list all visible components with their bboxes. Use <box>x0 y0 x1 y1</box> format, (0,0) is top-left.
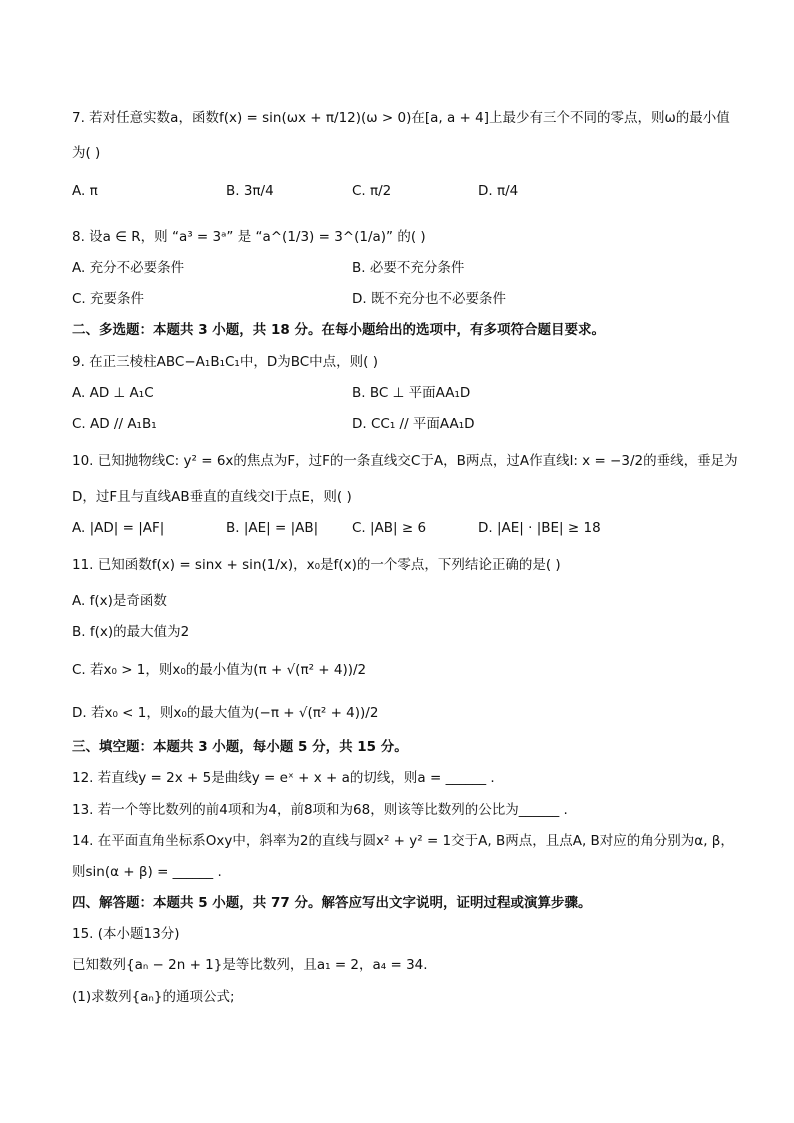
question-10-option-c: C. |AB| ≥ 6 <box>352 520 427 536</box>
question-10-option-d: D. |AE| · |BE| ≥ 18 <box>478 520 601 536</box>
question-8-option-a: A. 充分不必要条件 <box>72 260 185 276</box>
question-9-option-b: B. BC ⊥ 平面AA₁D <box>352 385 471 401</box>
question-7-option-a: A. π <box>72 183 98 199</box>
question-11-option-d: D. 若x₀ < 1，则x₀的最大值为(−π + √(π² + 4))/2 <box>72 705 379 721</box>
question-11-option-c: C. 若x₀ > 1，则x₀的最小值为(π + √(π² + 4))/2 <box>72 662 367 678</box>
question-11-option-a: A. f(x)是奇函数 <box>72 593 167 609</box>
question-15-header: 15. (本小题13分) <box>72 926 180 942</box>
question-13-text: 13. 若一个等比数列的前4项和为4，前8项和为68，则该等比数列的公比为______ . <box>72 802 568 818</box>
question-8-option-c: C. 充要条件 <box>72 291 145 307</box>
question-7-option-c: C. π/2 <box>352 183 392 199</box>
question-9-option-a: A. AD ⊥ A₁C <box>72 385 154 401</box>
question-7-text-continued: 为( ) <box>72 145 101 161</box>
question-7-text: 7. 若对任意实数a，函数f(x) = sin(ωx + π/12)(ω > 0)在[a, a + 4]上最少有三个不同的零点，则ω的最小值 <box>72 110 730 126</box>
section-2-heading: 二、多选题：本题共 3 小题，共 18 分。在每小题给出的选项中，有多项符合题目要求。 <box>72 322 605 338</box>
question-15-part-1: (1)求数列{aₙ}的通项公式; <box>72 989 235 1005</box>
question-7-option-b: B. 3π/4 <box>226 183 274 199</box>
question-8-option-b: B. 必要不充分条件 <box>352 260 465 276</box>
question-10-text: 10. 已知抛物线C: y² = 6x的焦点为F，过F的一条直线交C于A，B两点，过A作直线l: x = −3/2的垂线，垂足为 <box>72 453 738 469</box>
section-4-heading: 四、解答题：本题共 5 小题，共 77 分。解答应写出文字说明，证明过程或演算步骤。 <box>72 895 592 911</box>
question-10-text-continued: D，过F且与直线AB垂直的直线交l于点E，则( ) <box>72 489 352 505</box>
question-14-text: 14. 在平面直角坐标系Oxy中，斜率为2的直线与圆x² + y² = 1交于A, B两点，且点A, B对应的角分别为α, β， <box>72 833 734 849</box>
question-8-text: 8. 设a ∈ R，则 “a³ = 3ᵃ” 是 “a^(1/3) = 3^(1/a)” 的( ) <box>72 229 426 245</box>
question-11-option-b: B. f(x)的最大值为2 <box>72 624 190 640</box>
question-9-option-c: C. AD // A₁B₁ <box>72 416 157 432</box>
question-7-option-d: D. π/4 <box>478 183 519 199</box>
question-10-option-b: B. |AE| = |AB| <box>226 520 319 536</box>
question-11-text: 11. 已知函数f(x) = sinx + sin(1/x)，x₀是f(x)的一个零点，下列结论正确的是( ) <box>72 557 561 573</box>
question-10-option-a: A. |AD| = |AF| <box>72 520 165 536</box>
section-3-heading: 三、填空题：本题共 3 小题，每小题 5 分，共 15 分。 <box>72 739 408 755</box>
question-15-text: 已知数列{aₙ − 2n + 1}是等比数列，且a₁ = 2，a₄ = 34. <box>72 957 428 973</box>
question-8-option-d: D. 既不充分也不必要条件 <box>352 291 506 307</box>
question-12-text: 12. 若直线y = 2x + 5是曲线y = eˣ + x + a的切线，则a = ______ . <box>72 770 495 786</box>
question-9-text: 9. 在正三棱柱ABC−A₁B₁C₁中，D为BC中点，则( ) <box>72 354 378 370</box>
question-9-option-d: D. CC₁ // 平面AA₁D <box>352 416 475 432</box>
question-14-text-continued: 则sin(α + β) = ______ . <box>72 864 222 880</box>
